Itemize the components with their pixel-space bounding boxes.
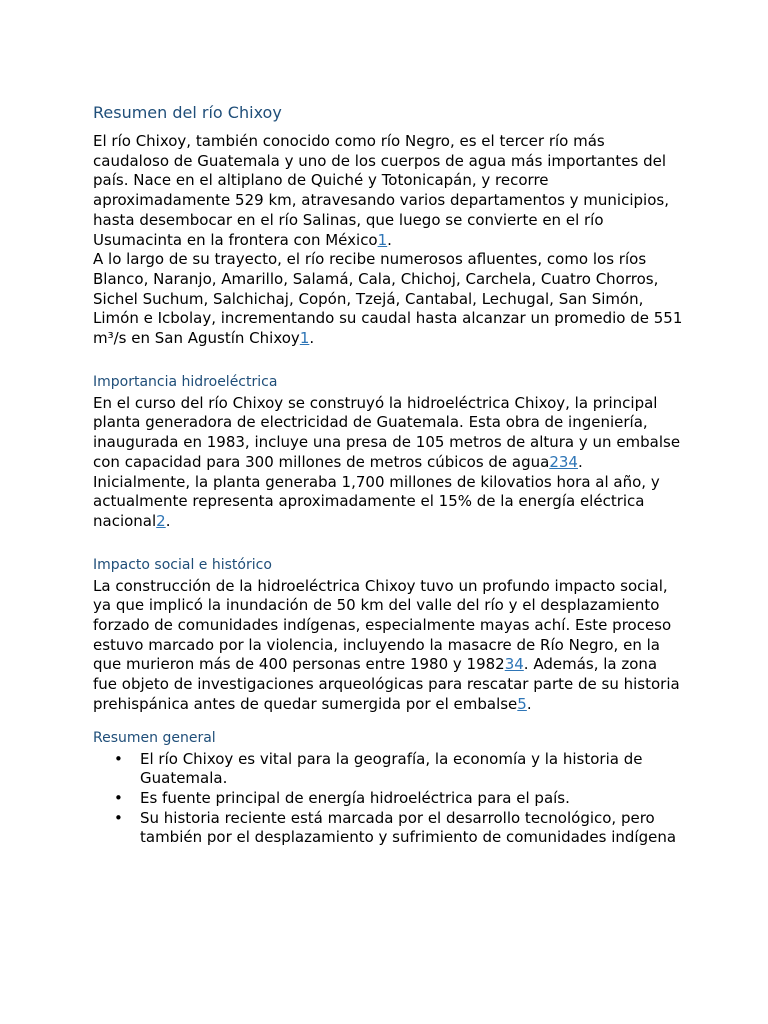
- document-page: [93, 102, 683, 848]
- citation-link-5[interactable]: 5: [517, 694, 527, 713]
- hydro-paragraph-text-2: . Inicialmente, la planta generaba 1,700 millones de kilovatios hora al año, y actualmente representa aproximadamente el 15% de la energía eléctrica nacional: [93, 452, 660, 530]
- intro-paragraph-2-end: .: [309, 329, 315, 348]
- hydro-paragraph-text-1: En el curso del río Chixoy se construyó la hidroeléctrica Chixoy, la principal planta generadora de electricidad de Guatemala. Esta obra de ingeniería, inaugurada en 1983, incluye una presa de 105 metros de altura y un embalse con capacidad para 300 millones de metros cúbicos de agua: [93, 393, 681, 471]
- document-title: Resumen del río Chixoy: [93, 103, 282, 122]
- citation-link-34[interactable]: 34: [504, 655, 524, 674]
- intro-paragraph-1-end: .: [387, 230, 392, 249]
- impact-paragraph: [93, 577, 683, 715]
- list-item: [93, 809, 683, 848]
- impact-paragraph-text-2: . Además, la zona fue objeto de investigaciones arqueológicas para rescatar parte de su historia prehispánica antes de quedar sumergida por el embalse: [93, 655, 680, 713]
- hydro-paragraph: [93, 394, 683, 532]
- hydro-paragraph-end: .: [165, 511, 171, 530]
- list-item-text: Su historia reciente está marcada por el desarrollo tecnológico, pero también por el desplazamiento y sufrimiento de comunidades indígena: [140, 808, 677, 847]
- intro-paragraph-1: [93, 132, 683, 250]
- citation-link-234[interactable]: 234: [549, 452, 578, 471]
- bullet-icon: •: [114, 749, 123, 768]
- citation-link-1[interactable]: 1: [377, 230, 388, 249]
- bullet-icon: •: [114, 808, 123, 827]
- bullet-icon: •: [114, 788, 123, 807]
- list-item: [93, 789, 683, 809]
- list-item: [93, 750, 683, 789]
- section-heading-impact: Impacto social e histórico: [93, 556, 272, 573]
- impact-paragraph-end: .: [526, 694, 532, 713]
- section-heading-summary: Resumen general: [93, 729, 216, 746]
- intro-paragraph-2: [93, 250, 683, 349]
- summary-list: [93, 750, 683, 849]
- list-item-text: Es fuente principal de energía hidroeléctrica para el país.: [140, 788, 570, 807]
- list-item-text: El río Chixoy es vital para la geografía, la economía y la historia de Guatemala.: [140, 749, 643, 788]
- intro-paragraph-2-text: A lo largo de su trayecto, el río recibe numerosos afluentes, como los ríos Blanco, Naranjo, Amarillo, Salamá, Cala, Chichoj, Carchela, Cuatro Chorros, Sichel Suchum, Salchichaj, Copón, Tzejá, Cantabal, Lechugal, San Simón, Limón e Icbolay, incrementando su caudal hasta alcanzar un promedio de 551 m³/s en San Agustín Chixoy: [93, 250, 683, 348]
- intro-paragraph-1-text: El río Chixoy, también conocido como río Negro, es el tercer río más caudaloso de Guatemala y uno de los cuerpos de agua más importantes del país. Nace en el altiplano de Quiché y Totonicapán, y recorre aproximadamente 529 km, atravesando varios departamentos y municipios, hasta desembocar en el río Salinas, que luego se convierte en el río Usumacinta en la frontera con México: [93, 132, 669, 249]
- citation-link-1[interactable]: 1: [299, 329, 310, 348]
- citation-link-2[interactable]: 2: [156, 511, 166, 530]
- impact-paragraph-text-1: La construcción de la hidroeléctrica Chixoy tuvo un profundo impacto social, ya que implicó la inundación de 50 km del valle del río y el desplazamiento forzado de comunidades indígenas, especialmente mayas achí. Este proceso estuvo marcado por la violencia, incluyendo la masacre de Río Negro, en la que murieron más de 400 personas entre 1980 y 1982: [93, 576, 672, 674]
- section-heading-hydro: Importancia hidroeléctrica: [93, 373, 278, 390]
